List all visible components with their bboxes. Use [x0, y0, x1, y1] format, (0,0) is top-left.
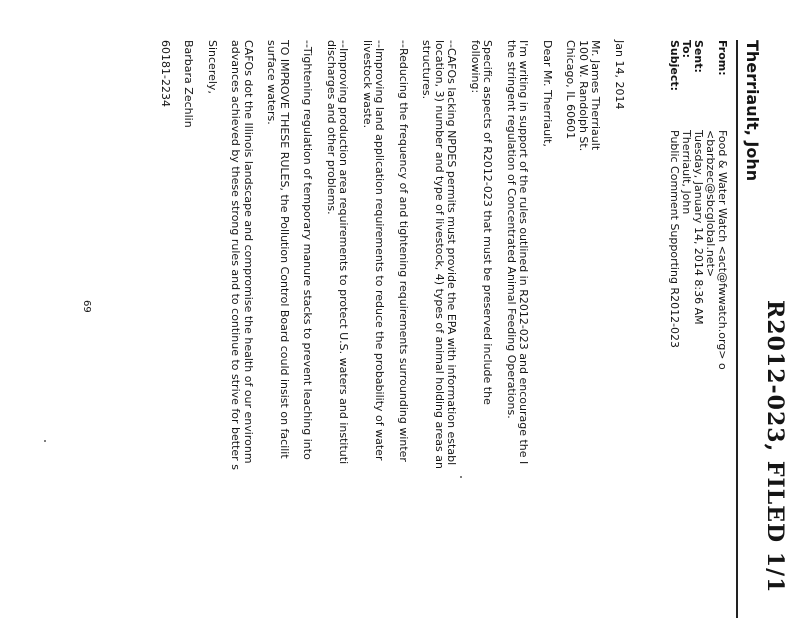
address-line: Chicago, IL 60601 — [564, 40, 578, 140]
sender-name: Therriault, John — [743, 40, 762, 182]
paragraph — [325, 40, 350, 618]
paragraph-line: discharges and other problems. — [325, 40, 338, 215]
closing — [206, 40, 219, 618]
header-value: Food & Water Watch <act@fwwatch.org> o — [716, 130, 729, 370]
header-label: Sent: — [692, 40, 705, 73]
paragraph-line: Barbara Zechlin — [182, 40, 196, 128]
paragraph-line: CAFOs dot the Illinois landscape and compromise the health of our environm — [242, 40, 255, 464]
scan-speck — [44, 440, 46, 442]
paragraph-line: 60181-2234 — [159, 40, 172, 107]
paragraph-line: --Tightening regulation of temporary manure stacks to prevent leaching into — [301, 40, 315, 460]
signature-zip — [159, 40, 172, 618]
paragraph-line: Sincerely, — [206, 40, 219, 94]
recipient-address — [564, 40, 602, 618]
header-subject-row — [668, 40, 680, 618]
paragraph-line: surface waters. — [265, 40, 279, 125]
header-value: <barbzec@sbcglobal.net> — [704, 130, 717, 278]
paragraph — [229, 40, 254, 618]
paragraph-line: --CAFOs lacking NPDES permits must provide the EPA with information establ — [445, 40, 459, 466]
paragraph-line: --Improving land application requirements to reduce the probability of water — [373, 40, 387, 461]
paragraph-line: livestock waste. — [361, 40, 374, 129]
header-label: To: — [680, 40, 693, 58]
header-label: From: — [716, 40, 729, 76]
paragraph-line: --Reducing the frequency of and tightening requirements surrounding winter — [397, 40, 410, 462]
scan-speck — [460, 476, 462, 478]
salutation: Dear Mr. Therriault, — [541, 40, 554, 147]
header-to-row — [680, 40, 692, 618]
paragraph — [265, 40, 290, 618]
letter-date: Jan 14, 2014 — [613, 40, 626, 110]
paragraph — [469, 40, 494, 618]
paragraph-line: location, 3) number and type of livestock, 4) types of animal holding areas an — [433, 40, 446, 469]
paragraph-line: I'm writing in support of the rules outlined in R2012-023 and encourage the I — [517, 40, 531, 465]
paragraph — [361, 40, 386, 618]
header-value: Public Comment Supporting R2012-023 — [668, 130, 681, 349]
paragraph-line: structures. — [420, 40, 434, 100]
paragraph-line: Specific aspects of R2012-023 that must be preserved include the — [481, 40, 495, 405]
paragraph-line: TO IMPROVE THESE RULES, the Pollution Control Board could insist on facilit — [278, 40, 291, 459]
paragraph-line: following: — [469, 40, 482, 94]
header-sent-row — [692, 40, 704, 618]
email-header — [668, 40, 728, 618]
paragraph-line: advances achieved by these strong rules and to continue to strive for better s — [229, 40, 243, 470]
page-number: 69 — [81, 300, 92, 313]
address-line: Mr. James Therriault — [589, 40, 603, 151]
header-value: Tuesday, January 14, 2014 8:36 AM — [692, 130, 705, 325]
letter-body — [148, 40, 626, 618]
paragraph — [397, 40, 410, 618]
paragraph — [301, 40, 314, 618]
header-value: Therriault, John — [680, 130, 693, 215]
signature-name — [182, 40, 195, 618]
header-from-row — [704, 40, 728, 618]
paragraph — [420, 40, 458, 618]
paragraph-line: the stringent regulation of Concentrated Animal Feeding Operations. — [505, 40, 518, 419]
header-divider — [736, 40, 738, 618]
filing-stamp: R2012-023, FILED 1/1 — [762, 300, 788, 594]
paragraph — [505, 40, 530, 618]
header-label: Subject: — [668, 40, 681, 92]
address-line: 100 W. Randolph St. — [577, 40, 590, 152]
paragraph-line: --Improving production area requirements to protect U.S. waters and instituti — [337, 40, 351, 465]
